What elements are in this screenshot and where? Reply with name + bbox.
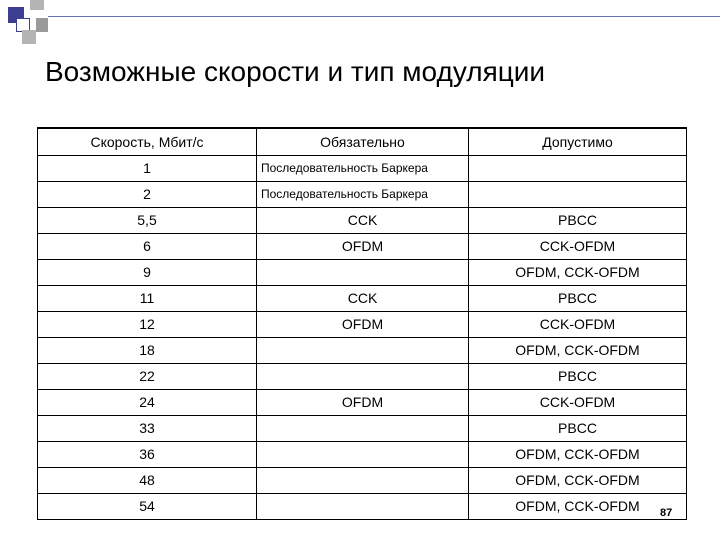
cell-optional: OFDM, CCK-OFDM (469, 467, 687, 493)
cell-speed: 36 (38, 441, 257, 467)
cell-mandatory (257, 415, 469, 441)
header-optional: Допустимо (469, 128, 687, 155)
cell-optional: CCK-OFDM (469, 233, 687, 259)
cell-optional: OFDM, CCK-OFDM (469, 259, 687, 285)
table-header-row (38, 128, 687, 155)
cell-mandatory (257, 493, 469, 519)
cell-speed: 54 (38, 493, 257, 519)
cell-speed: 9 (38, 259, 257, 285)
table-row (38, 311, 687, 337)
table-row (38, 233, 687, 259)
header-rule (48, 16, 720, 17)
cell-speed: 24 (38, 389, 257, 415)
cell-mandatory: OFDM (257, 233, 469, 259)
cell-optional: PBCC (469, 415, 687, 441)
table-row (38, 181, 687, 207)
cell-mandatory (257, 363, 469, 389)
cell-speed: 22 (38, 363, 257, 389)
cell-mandatory: Последовательность Баркера (257, 181, 469, 207)
cell-mandatory: Последовательность Баркера (257, 155, 469, 181)
cell-speed: 33 (38, 415, 257, 441)
table-row (38, 259, 687, 285)
cell-mandatory (257, 467, 469, 493)
cell-optional: PBCC (469, 207, 687, 233)
cell-optional (469, 181, 687, 207)
cell-speed: 48 (38, 467, 257, 493)
cell-speed: 12 (38, 311, 257, 337)
corner-square-2 (30, 0, 44, 10)
header-speed: Скорость, Мбит/с (38, 128, 257, 155)
cell-optional: CCK-OFDM (469, 311, 687, 337)
table-row (38, 441, 687, 467)
cell-mandatory: CCK (257, 285, 469, 311)
cell-optional: OFDM, CCK-OFDM (469, 337, 687, 363)
cell-optional (469, 155, 687, 181)
cell-speed: 18 (38, 337, 257, 363)
cell-mandatory (257, 259, 469, 285)
table-row (38, 493, 687, 519)
header-mandatory: Обязательно (257, 128, 469, 155)
cell-mandatory: OFDM (257, 311, 469, 337)
cell-speed: 6 (38, 233, 257, 259)
cell-mandatory: CCK (257, 207, 469, 233)
table-row (38, 285, 687, 311)
cell-mandatory (257, 441, 469, 467)
cell-mandatory (257, 337, 469, 363)
table-row (38, 337, 687, 363)
cell-optional: OFDM, CCK-OFDM (469, 441, 687, 467)
page-number: 87 (660, 507, 673, 519)
cell-speed: 2 (38, 181, 257, 207)
slide-title: Возможные скорости и тип модуляции (45, 56, 546, 87)
cell-speed: 5,5 (38, 207, 257, 233)
table-row (38, 389, 687, 415)
rates-table (37, 127, 687, 520)
corner-square-4 (36, 18, 48, 32)
cell-mandatory: OFDM (257, 389, 469, 415)
cell-speed: 11 (38, 285, 257, 311)
table-row (38, 155, 687, 181)
table-row (38, 207, 687, 233)
corner-square-5 (22, 30, 36, 44)
cell-speed: 1 (38, 155, 257, 181)
cell-optional: OFDM, CCK-OFDM (469, 493, 687, 519)
table-row (38, 415, 687, 441)
cell-optional: PBCC (469, 363, 687, 389)
table-row (38, 467, 687, 493)
table-row (38, 363, 687, 389)
cell-optional: CCK-OFDM (469, 389, 687, 415)
cell-optional: PBCC (469, 285, 687, 311)
